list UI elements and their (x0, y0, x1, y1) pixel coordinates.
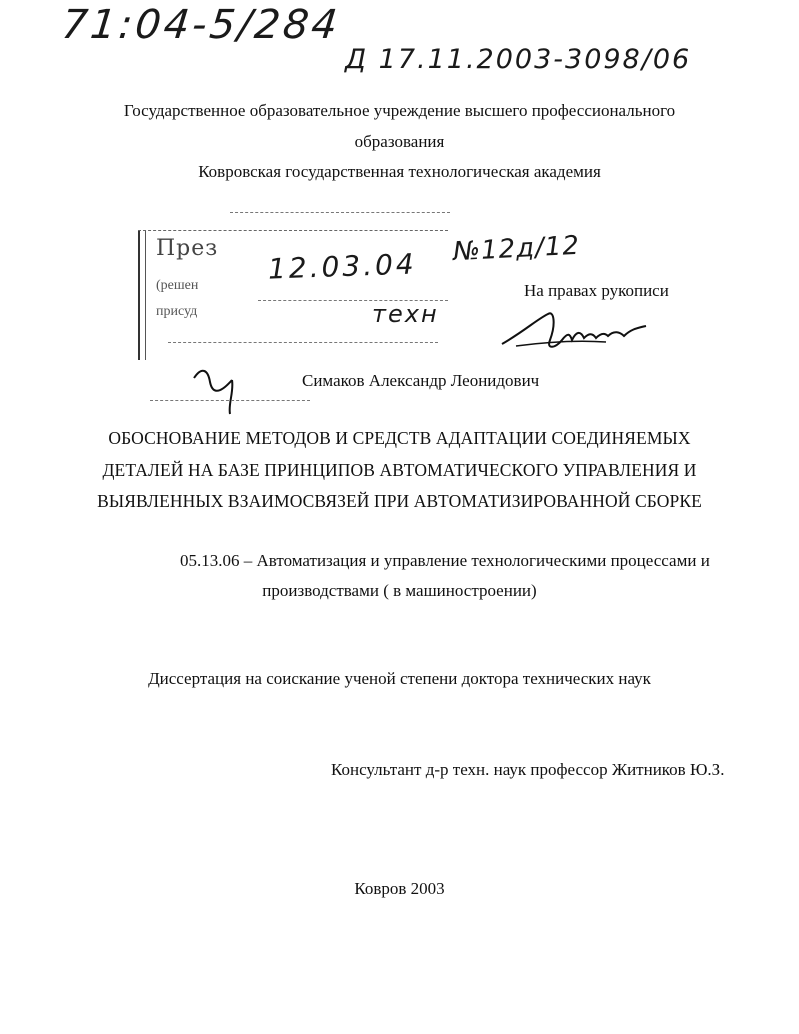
specialty-line-2: производствами ( в машиностроении) (262, 581, 537, 600)
institution-line-1: Государственное образовательное учреждение высшего профессионального (123, 101, 676, 120)
academy-name: Ковровская государственная технологическая академия (198, 162, 601, 181)
title-line-1: ОБОСНОВАНИЕ МЕТОДОВ И СРЕДСТВ АДАПТАЦИИ СОЕДИНЯЕМЫХ (108, 428, 691, 448)
handwritten-archive-number: 71:04-5/284 (59, 2, 343, 48)
stamp-text-line-3: присуд (156, 304, 198, 319)
dissertation-note: Диссертация на соискание ученой степени доктора технических наук (148, 669, 651, 688)
author-name: Симаков Александр Леонидович (302, 371, 540, 390)
stamp-border-left (138, 230, 146, 360)
handwritten-stamp-number: №12д/12 (452, 230, 581, 268)
handwritten-stamp-note: техн (372, 300, 439, 328)
author-dashes (150, 400, 310, 401)
handwritten-stamp-date: 12.03.04 (267, 247, 418, 286)
stamp-dashes-top (230, 212, 450, 213)
stamp-dots-2 (168, 342, 438, 343)
specialty-line-1: 05.13.06 – Автоматизация и управление технологическими процессами и (180, 551, 710, 570)
handwritten-registration-number: Д 17.11.2003-3098/06 (345, 44, 692, 75)
title-line-2: ДЕТАЛЕЙ НА БАЗЕ ПРИНЦИПОВ АВТОМАТИЧЕСКОГО УПРАВЛЕНИЯ И (102, 460, 697, 480)
rights-note: На правах рукописи (524, 281, 669, 300)
city-year: Ковров 2003 (354, 879, 445, 898)
stamp-text-line-2: (решен (156, 278, 199, 293)
stamp-border-top (138, 230, 448, 231)
institution-line-2: образования (354, 132, 445, 151)
approval-stamp (138, 222, 468, 362)
consultant: Консультант д-р техн. наук профессор Житников Ю.З. (331, 760, 725, 779)
handwritten-mark-icon (188, 356, 248, 416)
signature-icon (496, 300, 666, 360)
stamp-text-line-1: През (156, 236, 219, 261)
title-line-3: ВЫЯВЛЕННЫХ ВЗАИМОСВЯЗЕЙ ПРИ АВТОМАТИЗИРОВАННОЙ СБОРКЕ (97, 491, 702, 511)
